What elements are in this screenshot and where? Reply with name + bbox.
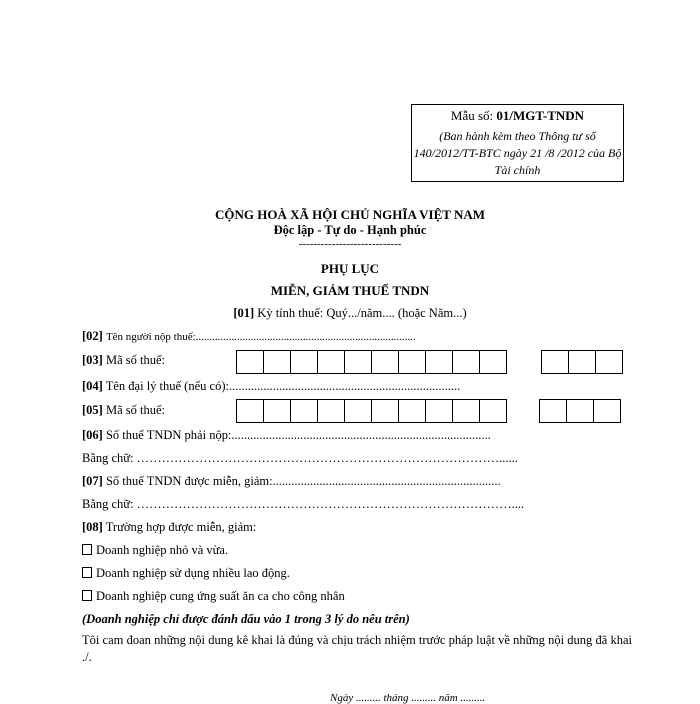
title-appendix: PHỤ LỤC: [320, 261, 380, 276]
option-small-medium-enterprise[interactable]: [82, 543, 228, 558]
form-number-label: Mẫu số:: [450, 108, 494, 123]
form-number: 01/MGT-TNDN: [496, 108, 585, 123]
option-label: Doanh nghiệp cung ứng suất ăn ca cho công nhân: [96, 589, 345, 603]
tax-code-label: Mã số thuế:: [105, 353, 165, 367]
tax-code-cell[interactable]: [398, 399, 426, 423]
tax-code-cell[interactable]: [425, 399, 453, 423]
tax-payable-in-words[interactable]: Bằng chữ: ……………………………………………………………………………......: [82, 451, 518, 465]
field-06-tax-payable[interactable]: [82, 428, 491, 443]
commitment-statement: Tôi cam đoan những nội dung kê khai là đúng và chịu trách nhiệm trước pháp luật về những nội dung đã khai ./.: [82, 633, 632, 664]
selection-note: (Doanh nghiệp chỉ được đánh dấu vào 1 trong 3 lý do nêu trên): [82, 612, 410, 626]
checkbox-icon[interactable]: [82, 590, 92, 601]
tax-code-cell[interactable]: [541, 350, 569, 374]
tax-code-cell[interactable]: [236, 399, 264, 423]
tax-code-cell[interactable]: [236, 350, 264, 374]
agent-name-label: Tên đại lý thuế (nếu có):..........................................................................: [105, 379, 461, 393]
field-04-agent-name[interactable]: [82, 379, 460, 394]
tax-code-cell[interactable]: [371, 350, 399, 374]
field-code-08: [08]: [82, 520, 103, 534]
option-meal-supply[interactable]: [82, 589, 345, 604]
field-02-taxpayer-name[interactable]: [82, 329, 416, 344]
tax-code-cell[interactable]: [263, 399, 291, 423]
form-number-box: [411, 104, 624, 182]
tax-exempted-in-words[interactable]: Bằng chữ: ………………………………………………………………………………....: [82, 497, 525, 511]
tax-code-cell[interactable]: [290, 350, 318, 374]
field-05-agent-tax-code: [82, 403, 165, 418]
tax-code-cell[interactable]: [595, 350, 623, 374]
issued-note: (Ban hành kèm theo Thông tư số 140/2012/TT-BTC ngày 21 /8 /2012 của Bộ Tài chính: [413, 129, 622, 177]
tax-code-cell[interactable]: [479, 399, 507, 423]
field-03-tax-code: [82, 353, 165, 368]
field-code-07: [07]: [82, 474, 103, 488]
tax-payable-label: Số thuế TNDN phải nộp:...................................................................................: [105, 428, 491, 442]
tax-code-cell[interactable]: [398, 350, 426, 374]
date-line: Ngày ......... tháng ......... năm .........: [330, 692, 486, 704]
tax-code-cell[interactable]: [317, 350, 345, 374]
field-code-05: [05]: [82, 403, 103, 417]
country-name: CỘNG HOÀ XÃ HỘI CHỦ NGHĨA VIỆT NAM: [214, 207, 486, 222]
field-code-01: [01]: [233, 306, 255, 320]
tax-code-cell[interactable]: [344, 350, 372, 374]
checkbox-icon[interactable]: [82, 544, 92, 555]
tax-code-cell[interactable]: [452, 350, 480, 374]
tax-code-cell[interactable]: [593, 399, 621, 423]
option-labor-intensive[interactable]: [82, 566, 290, 581]
motto: Độc lập - Tự do - Hạnh phúc: [273, 223, 427, 237]
tax-period-text: Kỳ tính thuế: Quý.../năm.... (hoặc Năm...): [257, 306, 467, 320]
title-exemption: MIỄN, GIẢM THUẾ TNDN: [270, 283, 430, 298]
tax-code-cell[interactable]: [344, 399, 372, 423]
field-code-04: [04]: [82, 379, 103, 393]
tax-code-cell[interactable]: [290, 399, 318, 423]
agent-tax-code-boxes-main[interactable]: [236, 399, 507, 423]
tax-code-cell[interactable]: [479, 350, 507, 374]
agent-tax-code-label: Mã số thuế:: [105, 403, 165, 417]
exemption-case-label: Trường hợp được miễn, giảm:: [105, 520, 257, 534]
tax-code-boxes-branch[interactable]: [541, 350, 623, 374]
tax-code-boxes-main[interactable]: [236, 350, 507, 374]
tax-code-cell[interactable]: [317, 399, 345, 423]
tax-code-cell[interactable]: [452, 399, 480, 423]
agent-tax-code-boxes-branch[interactable]: [539, 399, 621, 423]
tax-exempted-label: Số thuế TNDN được miễn, giảm:.........................................................................: [105, 474, 501, 488]
field-code-06: [06]: [82, 428, 103, 442]
checkbox-icon[interactable]: [82, 567, 92, 578]
field-07-tax-exempted[interactable]: [82, 474, 501, 489]
tax-code-cell[interactable]: [539, 399, 567, 423]
tax-code-cell[interactable]: [566, 399, 594, 423]
taxpayer-name-label: Tên người nộp thuế:................................................................................: [105, 331, 416, 343]
header-divider: ----------------------------: [298, 238, 402, 250]
field-code-02: [02]: [82, 329, 103, 343]
tax-code-cell[interactable]: [425, 350, 453, 374]
tax-period: [0, 306, 700, 321]
field-code-03: [03]: [82, 353, 103, 367]
option-label: Doanh nghiệp sử dụng nhiều lao động.: [96, 566, 290, 580]
field-08-exemption-case: [82, 520, 256, 535]
tax-code-cell[interactable]: [263, 350, 291, 374]
option-label: Doanh nghiệp nhỏ và vừa.: [96, 543, 229, 557]
tax-code-cell[interactable]: [371, 399, 399, 423]
tax-code-cell[interactable]: [568, 350, 596, 374]
